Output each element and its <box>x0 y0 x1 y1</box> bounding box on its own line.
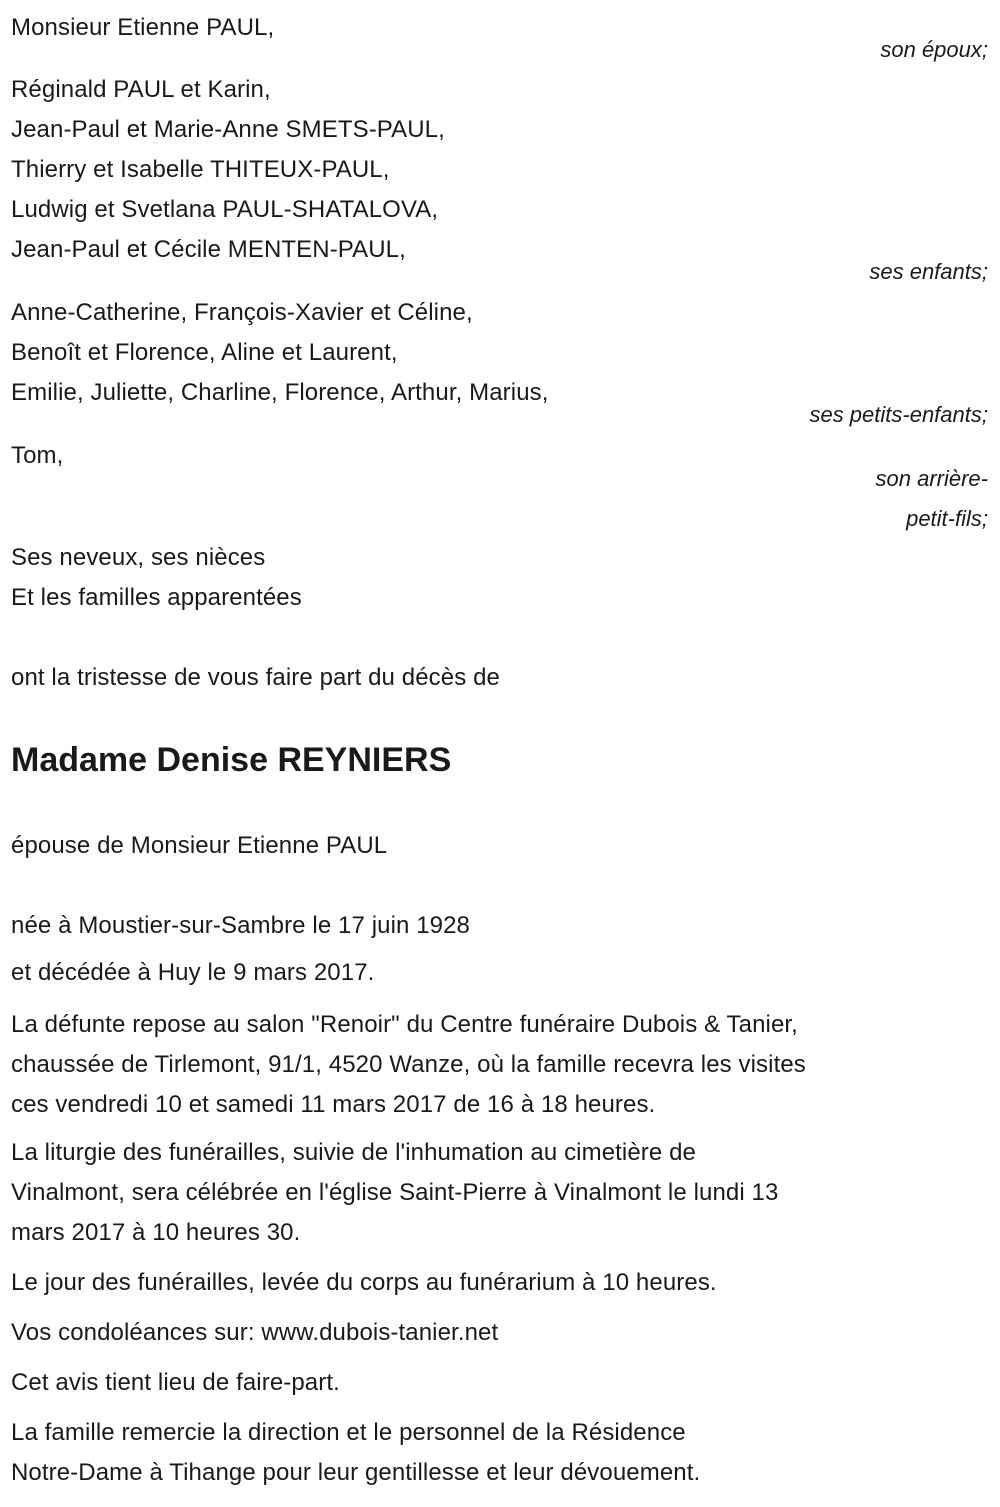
great-grandchild-relation: petit-fils; <box>906 506 988 531</box>
deceased-name: Madame Denise REYNIERS <box>11 741 452 779</box>
departure-line: Le jour des funérailles, levée du corps au funérarium à 10 heures. <box>11 1269 717 1296</box>
rest-line: La défunte repose au salon "Renoir" du Centre funéraire Dubois & Tanier, <box>11 1011 798 1038</box>
notice-line: Cet avis tient lieu de faire-part. <box>11 1369 340 1396</box>
great-grandchild-relation: son arrière- <box>875 466 988 491</box>
child-line: Jean-Paul et Cécile MENTEN-PAUL, <box>11 236 406 263</box>
condolences-line: Vos condoléances sur: www.dubois-tanier.net <box>11 1319 499 1346</box>
announcement: ont la tristesse de vous faire part du décès de <box>11 664 500 691</box>
child-line: Réginald PAUL et Karin, <box>11 76 271 103</box>
rest-line: ces vendredi 10 et samedi 11 mars 2017 de 16 à 18 heures. <box>11 1091 656 1118</box>
thanks-line: Notre-Dame à Tihange pour leur gentillesse et leur dévouement. <box>11 1459 701 1486</box>
grandchildren-relation: ses petits-enfants; <box>809 402 988 427</box>
death-line: et décédée à Huy le 9 mars 2017. <box>11 959 375 986</box>
children-relation: ses enfants; <box>869 259 988 284</box>
grandchild-line: Emilie, Juliette, Charline, Florence, Arthur, Marius, <box>11 379 549 406</box>
deceased-spouse: épouse de Monsieur Etienne PAUL <box>11 832 388 859</box>
spouse-relation: son époux; <box>880 37 988 62</box>
child-line: Thierry et Isabelle THITEUX-PAUL, <box>11 156 390 183</box>
birth-line: née à Moustier-sur-Sambre le 17 juin 1928 <box>11 912 471 939</box>
spouse-name: Monsieur Etienne PAUL, <box>11 14 275 41</box>
others-line: Ses neveux, ses nièces <box>11 544 266 571</box>
liturgy-line: Vinalmont, sera célébrée en l'église Saint-Pierre à Vinalmont le lundi 13 <box>11 1179 779 1206</box>
great-grandchild-name: Tom, <box>11 442 64 469</box>
thanks-line: La famille remercie la direction et le personnel de la Résidence <box>11 1419 686 1446</box>
rest-line: chaussée de Tirlemont, 91/1, 4520 Wanze, où la famille recevra les visites <box>11 1051 806 1078</box>
child-line: Ludwig et Svetlana PAUL-SHATALOVA, <box>11 196 439 223</box>
grandchild-line: Benoît et Florence, Aline et Laurent, <box>11 339 398 366</box>
grandchild-line: Anne-Catherine, François-Xavier et Céline, <box>11 299 473 326</box>
child-line: Jean-Paul et Marie-Anne SMETS-PAUL, <box>11 116 445 143</box>
liturgy-line: mars 2017 à 10 heures 30. <box>11 1219 301 1246</box>
liturgy-line: La liturgie des funérailles, suivie de l'inhumation au cimetière de <box>11 1139 696 1166</box>
others-line: Et les familles apparentées <box>11 584 302 611</box>
